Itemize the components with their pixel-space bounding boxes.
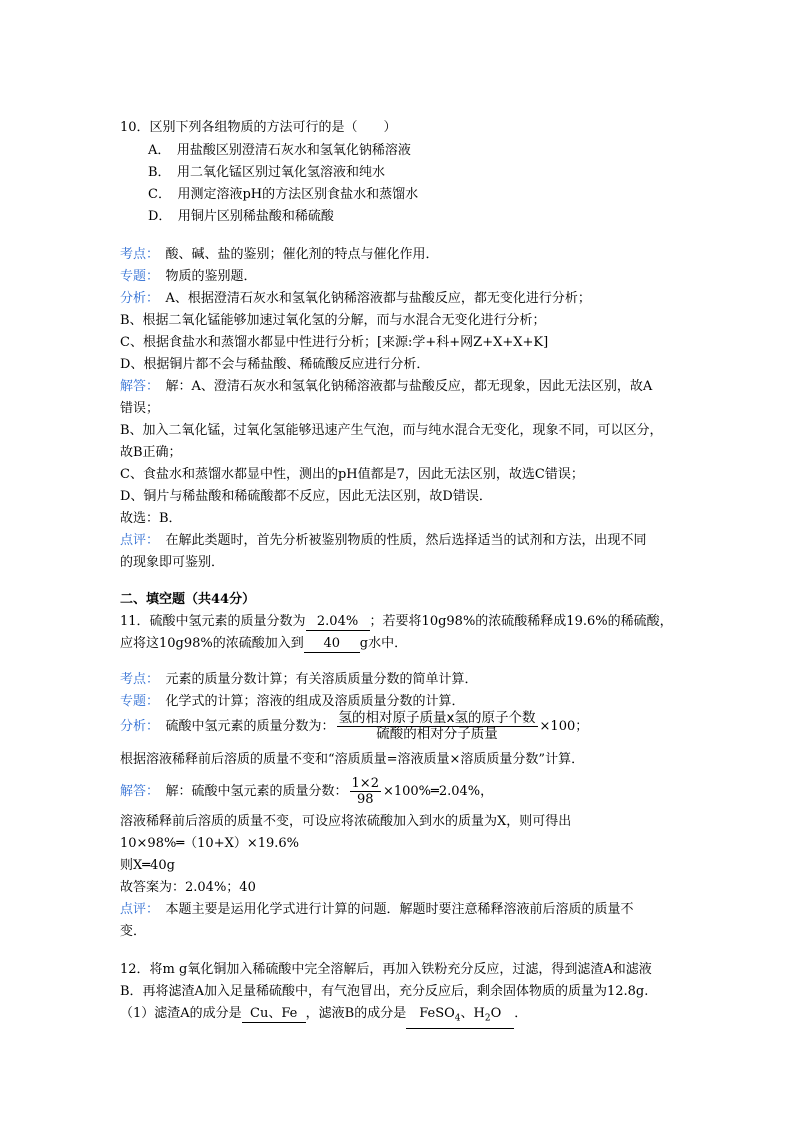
q11-jieda-line: 溶液稀释前后溶质的质量不变，可设应将浓硫酸加入到水的质量为X，则可得出 — [120, 814, 572, 829]
section-title: 二、填空题（共44分） — [120, 592, 256, 607]
q11-blank2: 40 — [304, 635, 360, 653]
formula-part: FeSO — [419, 1006, 455, 1021]
q12-text: ． — [514, 1006, 528, 1021]
q10-option-c: C． 用测定溶液pH的方法区别食盐水和蒸馏水 — [148, 187, 419, 202]
fenxi-label: 分析： — [120, 291, 153, 306]
q11-fenxi-line: 根据溶液稀释前后溶质的质量不变和“溶质质量=溶液质量×溶质质量分数”计算． — [120, 752, 585, 767]
q10-jieda — [120, 377, 652, 397]
fenxi-text: A、根据澄清石灰水和氢氧化钠稀溶液都与盐酸反应，都无变化进行分析； — [152, 291, 591, 306]
q11-line2 — [120, 634, 407, 654]
zhuanti-text: 化学式的计算；溶液的组成及溶质质量分数的计算． — [152, 694, 465, 709]
q10-stem: 10．区别下列各组物质的方法可行的是（ ） — [120, 120, 397, 135]
q11-jieda-line: 则X═40g — [120, 858, 175, 873]
q10-jieda-line: D、铜片与稀盐酸和稀硫酸都不反应，因此无法区别，故D错误． — [120, 489, 492, 504]
fraction-denominator: 硫酸的相对分子质量 — [376, 726, 498, 742]
q11-jieda-line: 10×98%═（10+X）×19.6% — [120, 836, 300, 851]
q10-zhuanti — [120, 267, 257, 287]
q11-text: 应将这10g98%的浓硫酸加入到 — [120, 636, 304, 651]
q11-text: 11．硫酸中氢元素的质量分数为 — [120, 614, 306, 629]
q11-blank1: 2.04% — [306, 613, 370, 631]
dianping-text: 在解此类题时，首先分析被鉴别物质的性质，然后选择适当的试剂和方法，出现不同 — [152, 533, 647, 548]
jieda-text: ×100%═2.04%， — [382, 784, 494, 799]
q11-zhuanti — [120, 692, 465, 712]
fenxi-fraction — [337, 711, 538, 742]
dianping-text: 本题主要是运用化学式进行计算的问题．解题时要注意稀释溶液前后溶质的质量不 — [152, 902, 634, 917]
zhuanti-label: 专题： — [120, 269, 153, 284]
q10-option-b: B． 用二氧化锰区别过氧化氢溶液和纯水 — [148, 165, 386, 180]
q10-jieda-line: 故B正确； — [120, 445, 182, 460]
q10-fenxi-line: D、根据铜片都不会与稀盐酸、稀硫酸反应进行分析． — [120, 357, 430, 372]
formula-subscript: 2 — [484, 1013, 491, 1024]
kaodian-text: 酸、碱、盐的鉴别；催化剂的特点与催化作用． — [152, 247, 439, 262]
q11-text: ；若要将10g98%的浓硫酸稀释成19.6%的稀硫酸， — [369, 614, 673, 629]
q11-dianping-line: 变． — [120, 924, 147, 939]
q10-option-a: A． 用盐酸区别澄清石灰水和氢氧化钠稀溶液 — [148, 143, 411, 158]
q10-jieda-line: B、加入二氧化锰，过氧化氢能够迅速产生气泡，而与纯水混合无变化，现象不同，可以区分， — [120, 423, 663, 438]
q12-text: ，滤液B的成分是 — [305, 1006, 407, 1021]
q10-fenxi — [120, 289, 591, 309]
fraction-denominator: 98 — [356, 792, 374, 807]
q12-blank-a: Cu、Fe — [242, 1005, 306, 1023]
q10-fenxi-line: B、根据二氧化锰能够加速过氧化氢的分解，而与水混合无变化进行分析； — [120, 313, 546, 328]
zhuanti-label: 专题： — [120, 694, 153, 709]
formula-subscript: 4 — [454, 1013, 461, 1024]
kaodian-text: 元素的质量分数计算；有关溶质质量分数的简单计算． — [152, 672, 478, 687]
q10-dianping — [120, 531, 647, 551]
q12-line1: 12．将m g氧化铜加入稀硫酸中完全溶解后，再加入铁粉充分反应，过滤，得到滤渣A和滤液 — [120, 962, 652, 977]
q11-jieda-line: 故答案为：2.04%；40 — [120, 880, 256, 895]
q10-fenxi-line: C、根据食盐水和蒸馏水都显中性进行分析；[来源:学+科+网Z+X+X+K] — [120, 335, 549, 350]
formula-part: O — [490, 1006, 502, 1021]
dianping-label: 点评： — [120, 902, 153, 917]
q11-jieda — [120, 774, 493, 810]
kaodian-label: 考点： — [120, 672, 153, 687]
jieda-text: 解：硫酸中氢元素的质量分数： — [152, 784, 348, 799]
q12-blank-b — [406, 1005, 514, 1029]
q11-line1 — [120, 612, 673, 632]
q11-fenxi — [120, 710, 588, 744]
fenxi-text: ×100； — [539, 719, 589, 734]
q10-kaodian — [120, 245, 439, 265]
jieda-label: 解答： — [120, 379, 153, 394]
formula-part: 、H — [460, 1006, 485, 1021]
q11-dianping — [120, 900, 634, 920]
q11-kaodian — [120, 670, 478, 690]
jieda-fraction — [350, 776, 381, 807]
q10-jieda-line: 故选：B． — [120, 511, 182, 526]
q12-line3 — [120, 1004, 527, 1029]
q10-jieda-line: 错误； — [120, 401, 160, 416]
fraction-numerator: 1×2 — [351, 776, 379, 791]
q12-line2: B．再将滤渣A加入足量稀硫酸中，有气泡冒出，充分反应后，剩余固体物质的质量为12.8g. — [120, 984, 649, 999]
q12-text: （1）滤渣A的成分是 — [120, 1006, 242, 1021]
fenxi-label: 分析： — [120, 719, 153, 734]
fenxi-text: 硫酸中氢元素的质量分数为： — [152, 719, 335, 734]
zhuanti-text: 物质的鉴别题． — [152, 269, 257, 284]
dianping-label: 点评： — [120, 533, 153, 548]
q10-option-d: D． 用铜片区别稀盐酸和稀硫酸 — [148, 209, 334, 224]
q10-dianping-line: 的现象即可鉴别． — [120, 555, 225, 570]
q11-text: g水中． — [359, 636, 408, 651]
q10-jieda-line: C、食盐水和蒸馏水都显中性，测出的pH值都是7，因此无法区别，故选C错误； — [120, 467, 584, 482]
jieda-text: 解：A、澄清石灰水和氢氧化钠稀溶液都与盐酸反应，都无现象，因此无法区别，故A — [152, 379, 653, 394]
fraction-numerator: 氢的相对原子质量x氢的原子个数 — [338, 710, 536, 726]
jieda-label: 解答： — [120, 784, 153, 799]
kaodian-label: 考点： — [120, 247, 153, 262]
